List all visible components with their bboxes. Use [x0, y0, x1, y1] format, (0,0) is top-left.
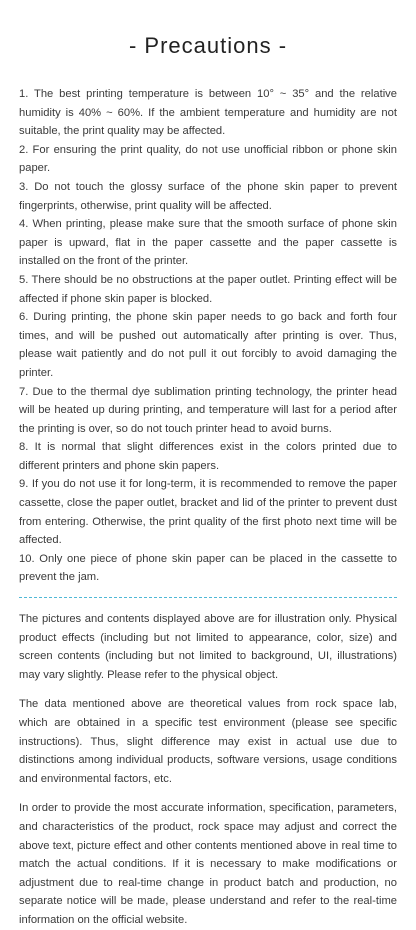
precaution-item: 7. Due to the thermal dye sublimation printing technology, the printer head will be heated up during printing, and temperature will last for a period after the printing is over, so do not touch printer head to avoid burns. [19, 385, 397, 435]
disclaimer-paragraph: The pictures and contents displayed above are for illustration only. Physical product effects (including but not limited to appearance, color, size) and screen contents (including but not limited to background, UI, illustrations) may vary slightly. Please refer to the physical object. [19, 613, 397, 681]
precaution-item: 1. The best printing temperature is between 10° ~ 35° and the relative humidity is 40% ~ 60%. If the ambient temperature and humidity are not suitable, the print quality may be affected. [19, 88, 397, 138]
precaution-item: 10. Only one piece of phone skin paper can be placed in the cassette to prevent the jam. [19, 552, 397, 584]
section-divider [19, 597, 397, 598]
precaution-item: 5. There should be no obstructions at the paper outlet. Printing effect will be affected if phone skin paper is blocked. [19, 273, 397, 305]
disclaimer-notes [19, 610, 397, 930]
disclaimer-paragraph: The data mentioned above are theoretical values from rock space lab, which are obtained in a specific test environment (please see specific instructions). Thus, slight difference may exist in actual use due to distinctions among individual products, software versions, usage conditions and environmental factors, etc. [19, 698, 397, 785]
precautions-list [19, 85, 397, 587]
precaution-item: 4. When printing, please make sure that the smooth surface of phone skin paper is upward, flat in the paper cassette and the paper cassette is installed on the front of the printer. [19, 218, 397, 268]
precaution-item: 8. It is normal that slight differences exist in the colors printed due to different printers and phone skin papers. [19, 441, 397, 472]
precaution-item: 6. During printing, the phone skin paper needs to go back and forth four times, and will be pushed out automatically after printing is over. Thus, please wait patiently and do not pull it out forcibly to avoid damaging the printer. [19, 311, 397, 379]
precaution-item: 2. For ensuring the print quality, do not use unofficial ribbon or phone skin paper. [19, 143, 397, 175]
precaution-item: 9. If you do not use it for long-term, it is recommended to remove the paper cassette, close the paper outlet, bracket and lid of the printer to prevent dust from entering. Otherwise, the print quality of the first photo next time will be affected. [19, 478, 397, 547]
disclaimer-paragraph: In order to provide the most accurate information, specification, parameters, and characteristics of the product, rock space may adjust and correct the above text, picture effect and other contents mentioned above in real time to match the actual conditions. If it is necessary to make modifications or adjustment due to real-time change in product batch and production, no separate notice will be made, please understand and refer to the real-time information on the official website. [19, 802, 397, 926]
precaution-item: 3. Do not touch the glossy surface of the phone skin paper to prevent fingerprints, otherwise, print quality will be affected. [19, 180, 397, 212]
page-title: - Precautions - [128, 33, 288, 58]
